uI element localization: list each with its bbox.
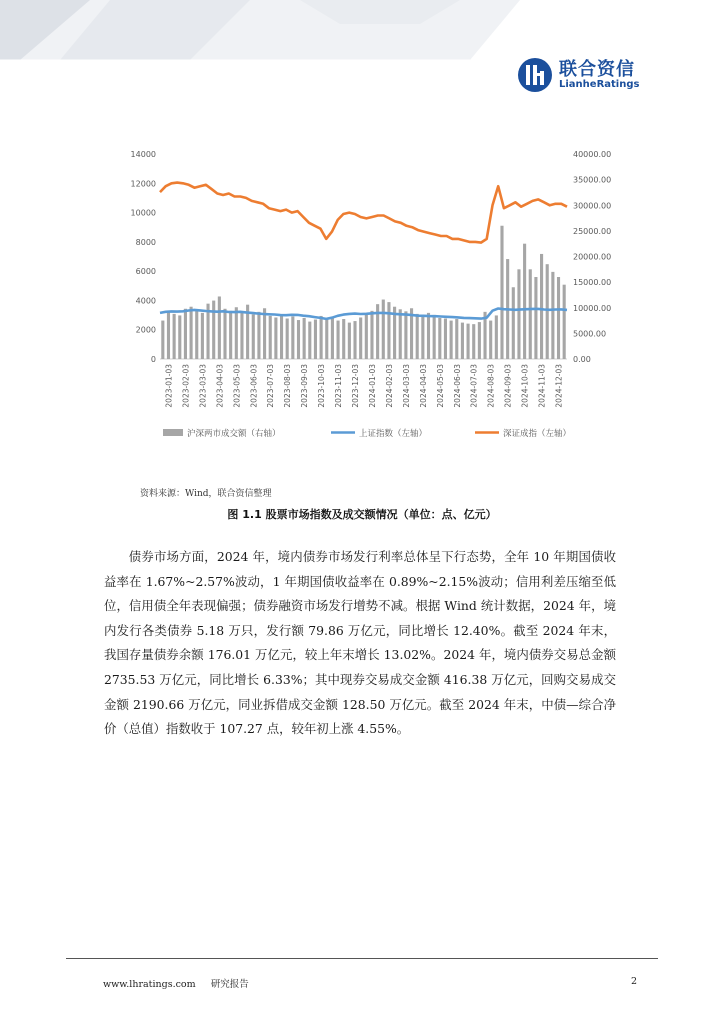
turnover-bar (359, 317, 362, 359)
turnover-bar (404, 311, 407, 359)
turnover-bar (167, 312, 170, 359)
turnover-bar (229, 311, 232, 359)
x-axis-tick-label: 2024-01-03 (367, 364, 377, 408)
left-axis-tick-label: 6000 (135, 267, 156, 277)
x-axis-tick-label: 2024-11-03 (537, 364, 547, 408)
turnover-bar (161, 321, 164, 359)
x-axis-tick-label: 2024-10-03 (520, 364, 530, 408)
legend-label: 上证指数（左轴） (359, 429, 428, 439)
x-axis-tick-label: 2024-12-03 (554, 364, 564, 408)
turnover-bar (546, 264, 549, 359)
right-axis-tick-label: 25000.00 (573, 226, 612, 236)
shanghai-index-line (160, 309, 567, 319)
turnover-bar (450, 321, 453, 359)
x-axis-tick-label: 2023-08-03 (283, 364, 293, 408)
turnover-bar (433, 315, 436, 359)
footer-doc-type: 研究报告 (210, 979, 249, 990)
left-axis-tick-label: 14000 (130, 150, 156, 159)
lianhe-logo-icon (517, 57, 553, 93)
turnover-bar (263, 308, 266, 359)
turnover-bar (252, 314, 255, 359)
turnover-bar (551, 272, 554, 359)
turnover-bar (353, 321, 356, 359)
turnover-bar (540, 254, 543, 359)
header-decoration (0, 0, 520, 60)
x-axis-tick-label: 2024-03-03 (401, 364, 411, 408)
legend-label: 沪深两市成交额（右轴） (187, 429, 281, 439)
turnover-bar (467, 324, 470, 359)
turnover-bar (557, 277, 560, 359)
turnover-bar (563, 285, 566, 359)
right-axis-tick-label: 30000.00 (573, 201, 612, 211)
turnover-bar (291, 316, 294, 359)
turnover-bar (274, 317, 277, 359)
page-number: 2 (631, 976, 638, 987)
turnover-bar (444, 319, 447, 359)
right-axis-tick-label: 0.00 (573, 355, 591, 364)
right-axis-tick-label: 15000.00 (573, 278, 612, 288)
x-axis-tick-label: 2024-05-03 (435, 364, 445, 408)
turnover-bar (223, 309, 226, 359)
turnover-bar (365, 314, 368, 359)
footer-divider (66, 958, 658, 959)
turnover-bar (495, 315, 498, 359)
turnover-bar (438, 318, 441, 359)
turnover-bar (190, 307, 193, 359)
figure-caption: 图 1.1 股票市场指数及成交额情况（单位：点、亿元） (227, 508, 497, 521)
body-paragraph: 债券市场方面，2024 年，境内债券市场发行利率总体呈下行态势，全年 10 年期国债收益率在 1.67%~2.57%波动，1 年期国债收益率在 0.89%~2.15%波动；信用利差压缩至低位，信用债全年表现偏强；债券融资市场发行增势不减。根据 Wind 统计数据，2024 年，境内发行各类债券 5.18 万只，发行额 79.86 万亿元，同比增长 12.40%。截至 2024 年末，我国存量债券余额 176.01 万亿元，较上年末增长 13.02%。2024 年，境内债券交易总金额 2735.53 万亿元，同比增长 6.33%；其中现券交易成交金额 416.38 万亿元，回购交易成交金额 2190.66 万亿元，同业拆借成交金额 128.50 万亿元。截至 2024 年末，中债—综合净价（总值）指数收于 107.27 点，较年初上涨 4.55%。 (104, 549, 616, 737)
turnover-bar (500, 226, 503, 359)
turnover-bar (512, 287, 515, 359)
turnover-bar (303, 318, 306, 359)
turnover-bar (235, 307, 238, 359)
left-axis-tick-label: 0 (150, 355, 156, 364)
left-axis-tick-label: 2000 (135, 325, 156, 335)
turnover-bar (529, 269, 532, 359)
turnover-bar (472, 324, 475, 359)
turnover-bar (478, 322, 481, 359)
turnover-bar (269, 316, 272, 359)
shenzhen-index-line (160, 183, 567, 243)
x-axis-tick-label: 2023-02-03 (181, 364, 191, 408)
stock-market-chart (130, 143, 615, 453)
turnover-bar (325, 319, 328, 359)
x-axis-tick-label: 2024-09-03 (503, 364, 513, 408)
turnover-bar (195, 310, 198, 359)
turnover-bar (173, 314, 176, 359)
x-axis-tick-label: 2023-10-03 (317, 364, 327, 408)
x-axis-tick-label: 2023-11-03 (334, 364, 344, 408)
right-axis-tick-label: 20000.00 (573, 252, 612, 262)
turnover-bar (427, 313, 430, 359)
right-axis-tick-label: 10000.00 (573, 303, 612, 313)
right-axis-tick-label: 5000.00 (573, 329, 607, 339)
logo-name-en: LianheRatings (559, 79, 640, 90)
x-axis-tick-label: 2024-07-03 (469, 364, 479, 408)
right-axis-tick-label: 40000.00 (573, 150, 612, 159)
left-axis-tick-label: 12000 (130, 179, 156, 189)
x-axis-tick-label: 2024-08-03 (486, 364, 496, 408)
legend-bar-swatch (163, 429, 183, 436)
turnover-bar (297, 320, 300, 359)
legend-label: 深证成指（左轴） (503, 429, 572, 439)
turnover-bar (517, 269, 520, 359)
turnover-bar (286, 319, 289, 359)
x-axis-tick-label: 2023-07-03 (266, 364, 276, 408)
turnover-bar (421, 316, 424, 359)
x-axis-tick-label: 2024-06-03 (452, 364, 462, 408)
turnover-bar (387, 302, 390, 359)
x-axis-tick-label: 2024-02-03 (384, 364, 394, 408)
turnover-bar (280, 315, 283, 359)
turnover-bar (348, 323, 351, 359)
x-axis-tick-label: 2023-03-03 (198, 364, 208, 408)
turnover-bar (257, 312, 260, 359)
source-note: 资料来源：Wind，联合资信整理 (140, 489, 272, 499)
turnover-bar (337, 321, 340, 359)
footer-info (103, 976, 249, 990)
turnover-bar (461, 323, 464, 359)
left-axis-tick-label: 10000 (130, 208, 156, 218)
right-axis-tick-label: 35000.00 (573, 175, 612, 185)
x-axis-tick-label: 2023-06-03 (249, 364, 259, 408)
turnover-bar (240, 311, 243, 359)
turnover-bar (178, 315, 181, 359)
turnover-bar (416, 314, 419, 359)
x-axis-tick-label: 2023-09-03 (300, 364, 310, 408)
turnover-bar (534, 277, 537, 359)
turnover-bar (342, 319, 345, 359)
x-axis-tick-label: 2023-12-03 (351, 364, 361, 408)
turnover-bar (314, 320, 317, 359)
turnover-bar (308, 322, 311, 359)
turnover-bar (523, 244, 526, 359)
turnover-bar (212, 301, 215, 359)
turnover-bar (331, 317, 334, 359)
turnover-bar (489, 321, 492, 359)
x-axis-tick-label: 2023-05-03 (232, 364, 242, 408)
footer-website-link[interactable]: www.lhratings.com (103, 979, 196, 990)
turnover-bar (399, 309, 402, 359)
turnover-bar (382, 300, 385, 359)
x-axis-tick-label: 2023-01-03 (164, 364, 174, 408)
turnover-bar (370, 311, 373, 359)
logo-name-cn: 联合资信 (559, 59, 635, 80)
left-axis-tick-label: 4000 (135, 296, 156, 306)
turnover-bar (320, 316, 323, 359)
turnover-bar (455, 319, 458, 359)
turnover-bar (218, 296, 221, 359)
turnover-bar (184, 309, 187, 359)
company-logo (517, 53, 647, 95)
left-axis-tick-label: 8000 (135, 237, 156, 247)
x-axis-tick-label: 2024-04-03 (418, 364, 428, 408)
turnover-bar (201, 313, 204, 359)
x-axis-tick-label: 2023-04-03 (215, 364, 225, 408)
